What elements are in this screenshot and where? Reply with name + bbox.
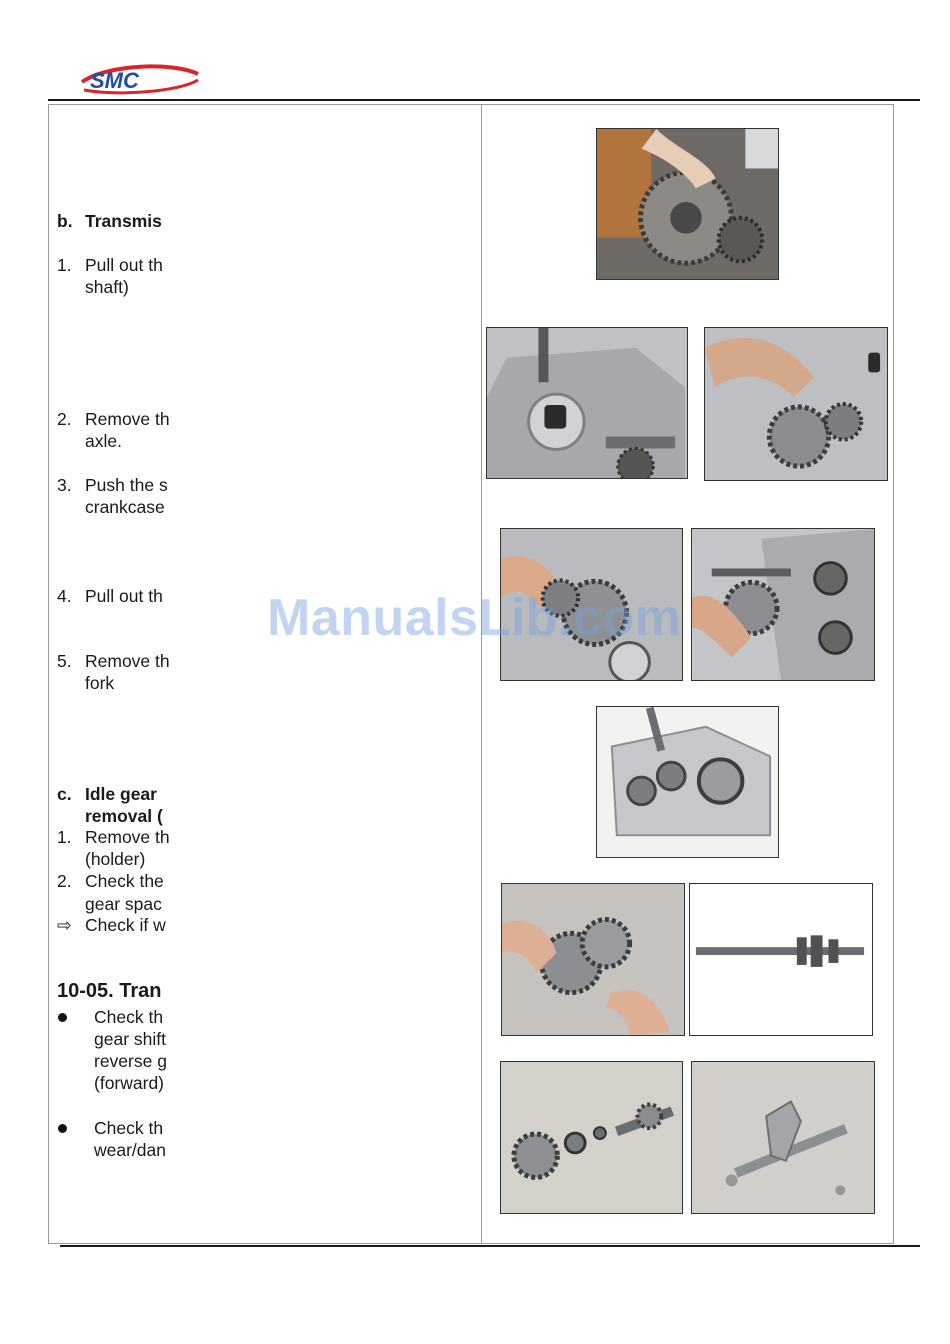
section-1005-title: 10-05. Tran [57, 980, 162, 1002]
step-number: 2. [57, 871, 72, 891]
step-number: 1. [57, 827, 72, 847]
arrow-icon: ⇨ [57, 915, 72, 935]
step-text: gear spac [85, 894, 162, 914]
photo-gear-parts [500, 1061, 683, 1214]
step-text: Remove th [85, 651, 170, 671]
watermark: ManualsLib.com [267, 589, 682, 647]
text-column [48, 104, 172, 1244]
step-text: shaft) [85, 277, 129, 297]
step-number: 4. [57, 586, 72, 606]
section-c-label: c. [57, 784, 72, 804]
section-c-title: removal ( [85, 806, 163, 826]
photo-check-gear [501, 883, 685, 1036]
bullet-text: reverse g [94, 1051, 167, 1071]
step-text: Pull out th [85, 255, 163, 275]
step-number: 1. [57, 255, 72, 275]
photo-remove-axle [486, 327, 688, 479]
bullet-icon [58, 1013, 67, 1022]
photo-shift-fork [691, 1061, 875, 1214]
step-text: Remove th [85, 409, 170, 429]
step-number: 2. [57, 409, 72, 429]
bullet-text: wear/dan [94, 1140, 166, 1160]
step-text: fork [85, 673, 115, 693]
section-c-title: Idle gear [85, 784, 162, 804]
step-text: axle. [85, 431, 122, 451]
step-text: Remove th [85, 827, 170, 847]
brand-logo [78, 60, 202, 98]
photo-pull-out-shaft [596, 128, 779, 280]
svg-text:SMC: SMC [90, 68, 139, 93]
footer-rule [60, 1245, 920, 1247]
step-number: 5. [57, 651, 72, 671]
bullet-text: Check th [94, 1007, 164, 1027]
photo-shaft [689, 883, 873, 1036]
step-number: 3. [57, 475, 72, 495]
header-rule [48, 99, 920, 101]
step-text: Pull out th [85, 586, 163, 606]
bullet-text: gear shift [94, 1029, 166, 1049]
step-text: Check the [85, 871, 164, 891]
section-b-title: Transmis [85, 211, 162, 231]
bullet-icon [58, 1124, 67, 1133]
section-b-label: b. [57, 211, 73, 231]
column-divider [481, 104, 482, 1244]
step-text: Push the s [85, 475, 168, 495]
step-text: (holder) [85, 849, 146, 869]
step-text: crankcase [85, 497, 165, 517]
photo-idle-gear [596, 706, 779, 858]
bullet-text: (forward) [94, 1073, 165, 1093]
photo-push-shaft [704, 327, 888, 481]
photo-remove-fork [691, 528, 875, 681]
bullet-text: Check th [94, 1118, 164, 1138]
step-text: Check if w [85, 915, 166, 935]
